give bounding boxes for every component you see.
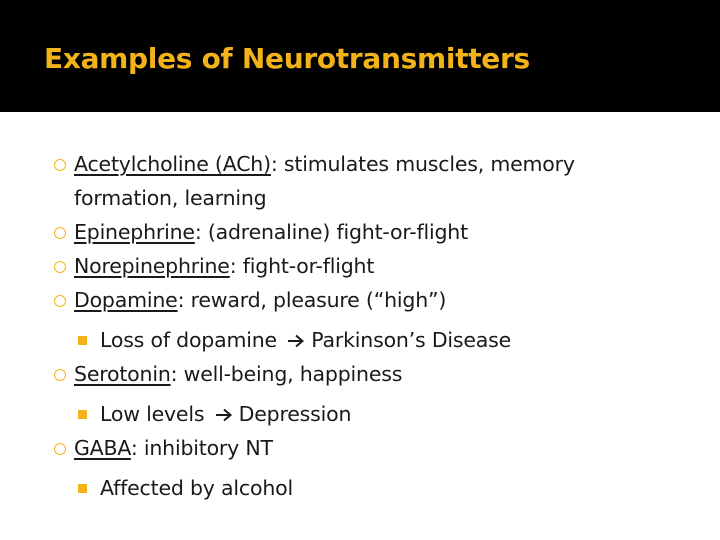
term: Serotonin (74, 362, 171, 386)
sub-item-right: Depression (238, 402, 352, 426)
square-bullet-icon (78, 410, 87, 419)
description: : (adrenaline) fight-or-flight (194, 220, 468, 244)
description: : fight-or-flight (229, 254, 375, 278)
description: : inhibitory NT (130, 436, 273, 460)
right-arrow-icon (287, 334, 305, 348)
hollow-circle-bullet-icon (54, 295, 66, 307)
hollow-circle-bullet-icon (54, 227, 66, 239)
hollow-circle-bullet-icon (54, 261, 66, 273)
title-bar (0, 0, 720, 112)
right-arrow-icon (215, 408, 233, 422)
term: Norepinephrine (74, 254, 230, 278)
sub-item-left: Loss of dopamine (100, 328, 277, 352)
description: : reward, pleasure (“high”) (177, 288, 447, 312)
sub-item-text: Affected by alcohol (100, 476, 293, 500)
hollow-circle-bullet-icon (54, 443, 66, 455)
description-continuation: formation, learning (74, 186, 267, 210)
term: Acetylcholine (ACh) (74, 152, 271, 176)
description: : well-being, happiness (170, 362, 403, 386)
description: : stimulates muscles, memory (270, 152, 575, 176)
term: Epinephrine (74, 220, 195, 244)
hollow-circle-bullet-icon (54, 159, 66, 171)
square-bullet-icon (78, 484, 87, 493)
term: GABA (74, 436, 131, 460)
hollow-circle-bullet-icon (54, 369, 66, 381)
sub-item-left: Low levels (100, 402, 205, 426)
slide-title: Examples of Neurotransmitters (44, 42, 530, 75)
sub-item-right: Parkinson’s Disease (311, 328, 512, 352)
square-bullet-icon (78, 336, 87, 345)
term: Dopamine (74, 288, 178, 312)
